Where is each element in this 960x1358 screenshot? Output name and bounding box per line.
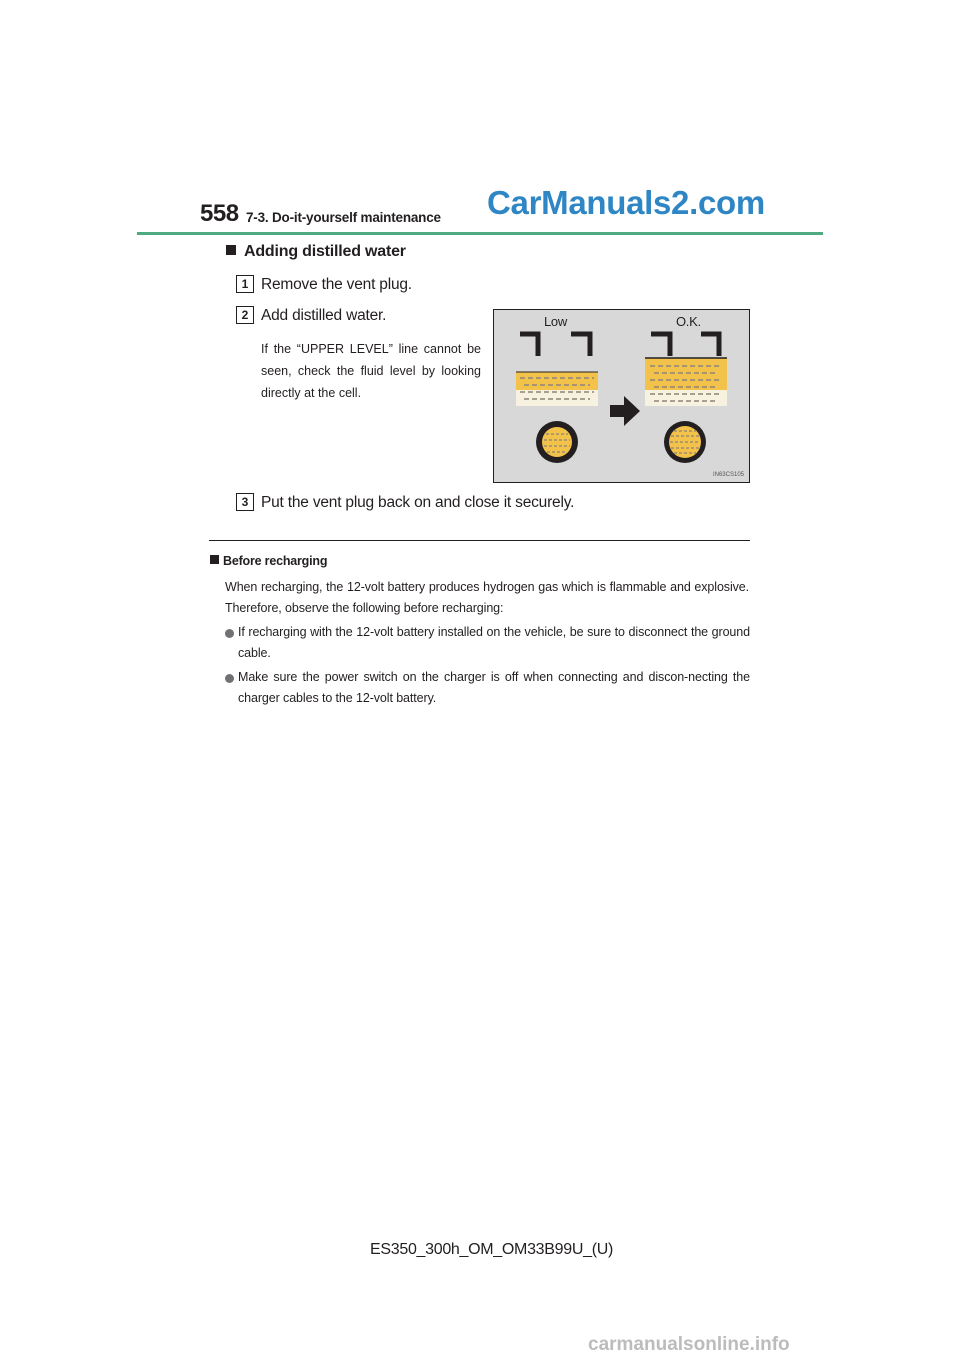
manual-code: ES350_300h_OM_OM33B99U_(U): [370, 1241, 614, 1258]
ok-cell: [645, 334, 727, 463]
step-text: Put the vent plug back on and close it securely.: [261, 494, 575, 511]
figure-code: IN63CS105: [712, 472, 744, 478]
label-ok: O.K.: [676, 314, 701, 329]
low-cell: [516, 334, 598, 463]
notes-heading-text: Before recharging: [223, 554, 328, 568]
step-number-badge: 2: [236, 306, 254, 324]
footer-watermark[interactable]: carmanualsonline.info: [588, 1334, 790, 1355]
section-title: 7-3. Do-it-yourself maintenance: [246, 210, 441, 225]
notes-divider: [209, 540, 750, 541]
page-number: 558: [200, 200, 239, 227]
bullet-dot-icon: [225, 629, 234, 638]
watermark-logo[interactable]: CarManuals2.com: [487, 184, 765, 221]
notes-heading: [210, 554, 327, 568]
bullet-dot-icon: [225, 674, 234, 683]
notes-bullet: Make sure the power switch on the charger is off when connecting and discon-necting the charger cables to the 12-volt battery.: [238, 670, 750, 705]
step-text: Add distilled water.: [261, 307, 387, 324]
fluid-level-diagram: [494, 310, 749, 482]
procedure-subheading: [226, 243, 406, 261]
arrow-right-icon: [610, 396, 640, 426]
notes-intro: When recharging, the 12-volt battery produces hydrogen gas which is flammable and explosive. Therefore, observe the following before recharging:: [225, 580, 749, 615]
square-bullet-icon: [210, 555, 219, 564]
step-text: Remove the vent plug.: [261, 276, 412, 293]
step-number-badge: 3: [236, 493, 254, 511]
battery-fluid-illustration: [493, 309, 750, 483]
subheading-text: Adding distilled water: [244, 243, 406, 260]
label-low: Low: [544, 314, 567, 329]
header-rule: [137, 232, 823, 235]
step-note: If the “UPPER LEVEL” line cannot be seen, check the fluid level by looking directly at the cell.: [261, 342, 481, 400]
step-number-badge: 1: [236, 275, 254, 293]
square-bullet-icon: [226, 245, 236, 255]
notes-bullet: If recharging with the 12-volt battery installed on the vehicle, be sure to disconnect the ground cable.: [238, 625, 750, 660]
